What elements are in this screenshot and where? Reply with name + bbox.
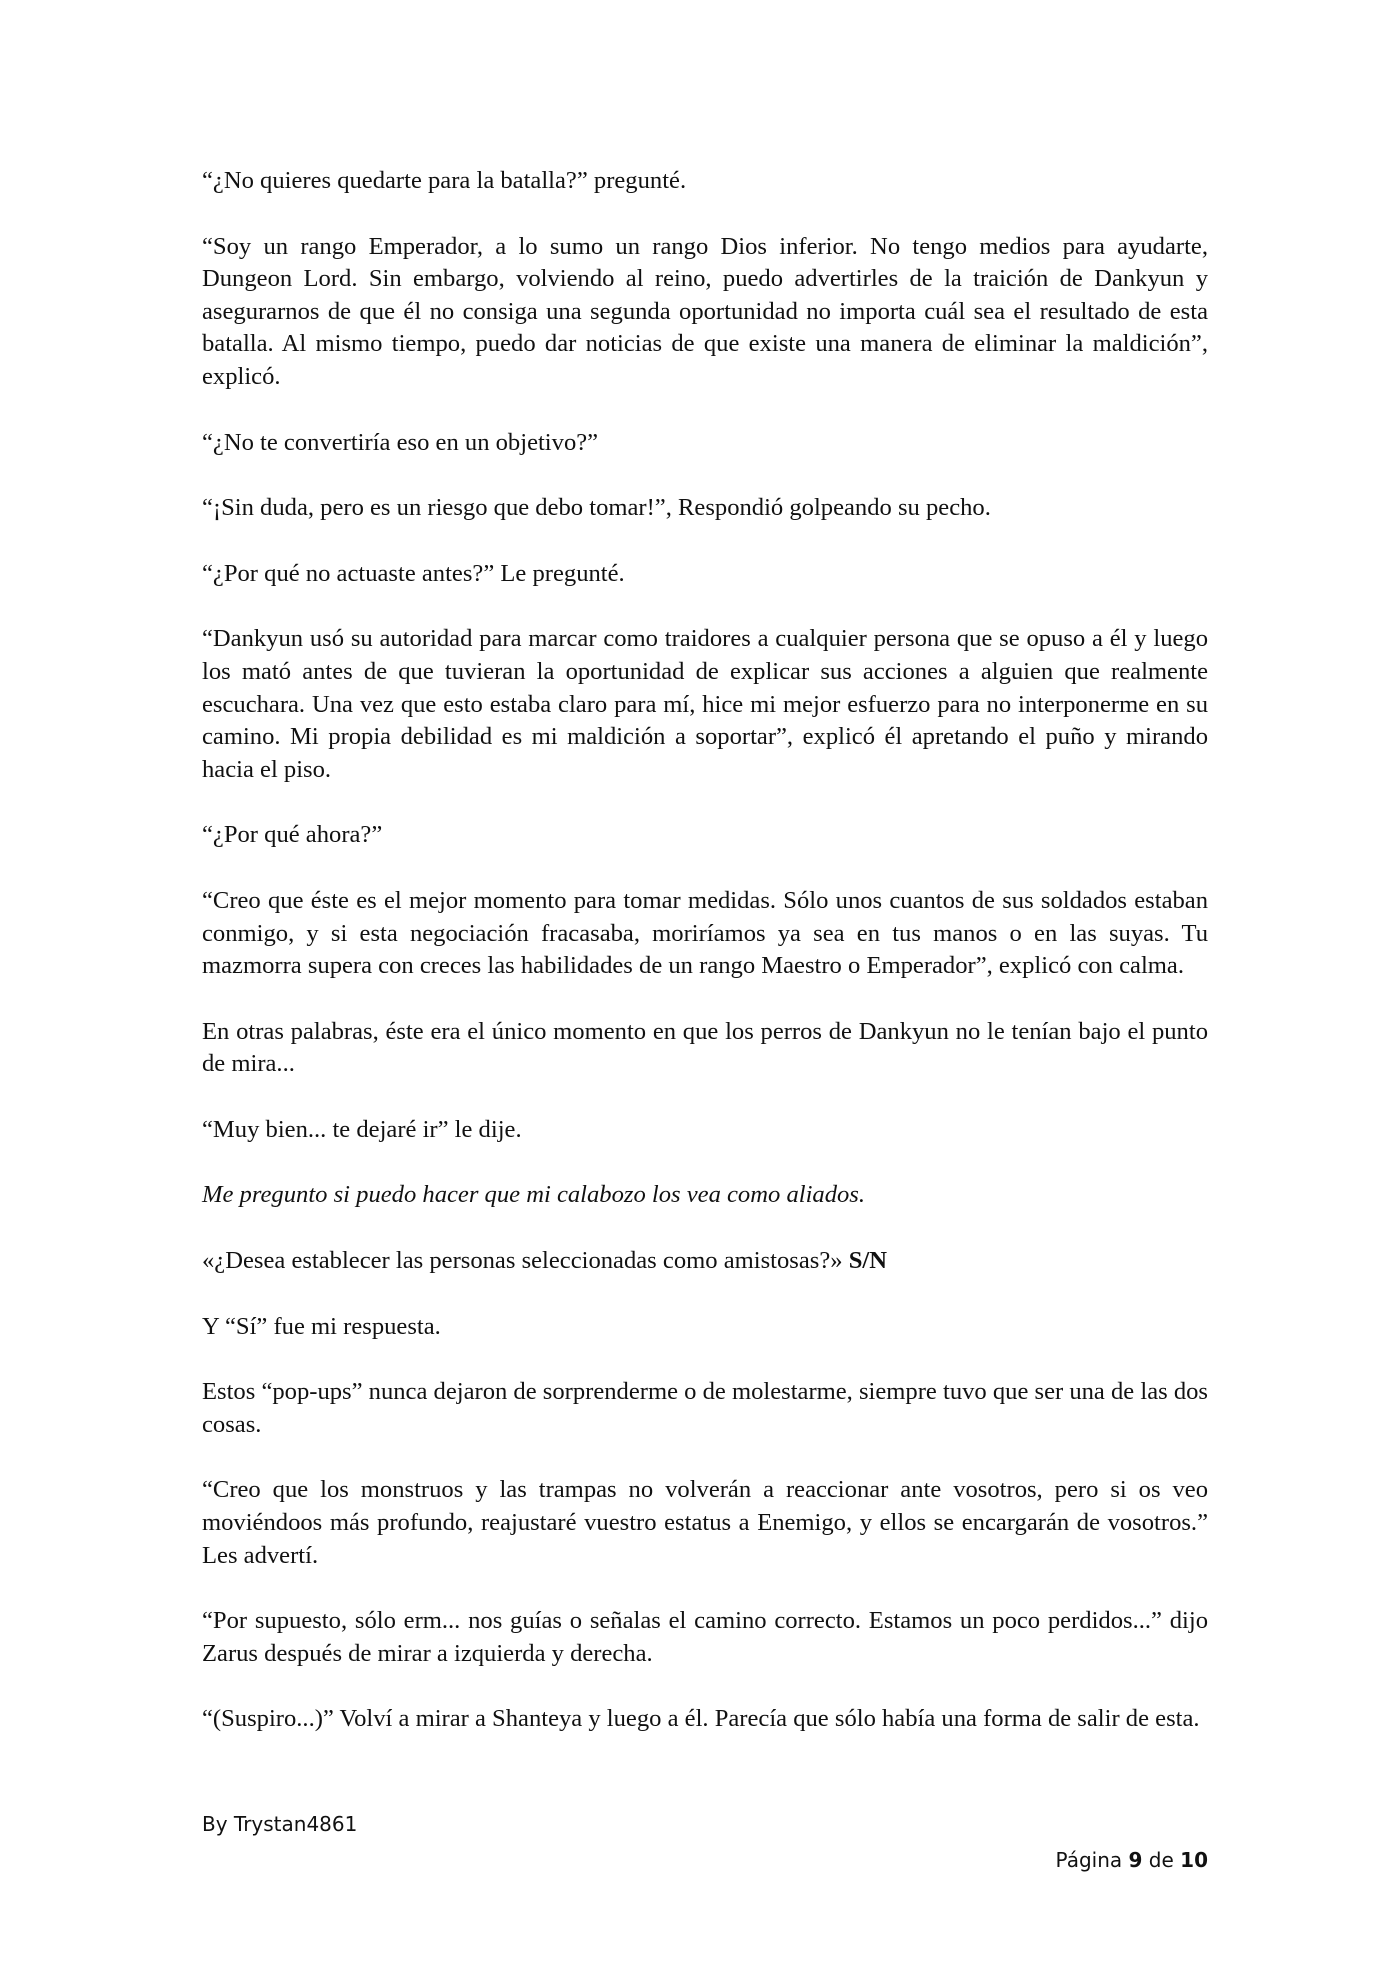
system-prompt-options: S/N (848, 1247, 887, 1275)
paragraph-13: Y “Sí” fue mi respuesta. (202, 1312, 441, 1340)
paragraph-10: “Muy bien... te dejaré ir” le dije. (202, 1115, 522, 1143)
paragraph-4: “¡Sin duda, pero es un riesgo que debo tomar!”, Respondió golpeando su pecho. (202, 494, 991, 522)
page-total: 10 (1180, 1848, 1208, 1872)
paragraph-17: “(Suspiro...)” Volví a mirar a Shanteya y luego a él. Parecía que sólo había una forma de salir de esta. (202, 1705, 1200, 1733)
paragraph-12-system-prompt (202, 1245, 1208, 1278)
paragraph-11-thought: Me pregunto si puedo hacer que mi calabozo los vea como aliados. (202, 1181, 866, 1209)
paragraph-16: “Por supuesto, sólo erm... nos guías o señalas el camino correcto. Estamos un poco perdidos...” dijo Zarus después de mirar a izquierda y derecha. (202, 1607, 1208, 1667)
paragraph-5: “¿Por qué no actuaste antes?” Le pregunté. (202, 559, 625, 587)
page-body (202, 165, 1208, 1769)
page-label: Página (1055, 1848, 1123, 1872)
page-number (1056, 1847, 1208, 1873)
paragraph-1: “¿No quieres quedarte para la batalla?” pregunté. (202, 167, 687, 194)
paragraph-8: “Creo que éste es el mejor momento para tomar medidas. Sólo unos cuantos de sus soldados estaban conmigo, y si esta negociación fracasaba, moriríamos ya sea en tus manos o en las suyas. Tu mazmorra supera con creces las habilidades de un rango Maestro o Emperador”, explicó con calma. (202, 886, 1208, 980)
paragraph-15: “Creo que los monstruos y las trampas no volverán a reaccionar ante vosotros, pero si os veo moviéndoos más profundo, reajustaré vuestro estatus a Enemigo, y ellos se encargarán de vosotros.” Les advertí. (202, 1476, 1208, 1569)
system-prompt-text: «¿Desea establecer las personas seleccionadas como amistosas?» (202, 1247, 843, 1275)
paragraph-14: Estos “pop-ups” nunca dejaron de sorprenderme o de molestarme, siempre tuvo que ser una de las dos cosas. (202, 1378, 1208, 1438)
page-current: 9 (1128, 1848, 1143, 1872)
paragraph-6: “Dankyun usó su autoridad para marcar como traidores a cualquier persona que se opuso a él y luego los mató antes de que tuvieran la oportunidad de explicar sus acciones a alguien que realmente escuchara. Una vez que esto estaba claro para mí, hice mi mejor esfuerzo para no interponerme en su camino. Mi propia debilidad es mi maldición a soportar”, explicó él apretando el puño y mirando hacia el piso. (202, 625, 1208, 783)
paragraph-2: “Soy un rango Emperador, a lo sumo un rango Dios inferior. No tengo medios para ayudarte, Dungeon Lord. Sin embargo, volviendo al reino, puedo advertirles de la traición de Dankyun y asegurarnos de que él no consiga una segunda oportunidad no importa cuál sea el resultado de esta batalla. Al mismo tiempo, puedo dar noticias de que existe una manera de eliminar la maldición”, explicó. (202, 232, 1208, 390)
paragraph-9: En otras palabras, éste era el único momento en que los perros de Dankyun no le tenían bajo el punto de mira... (202, 1017, 1208, 1078)
page-of: de (1148, 1848, 1174, 1872)
paragraph-7: “¿Por qué ahora?” (202, 821, 383, 849)
paragraph-3: “¿No te convertiría eso en un objetivo?” (202, 428, 599, 456)
footer-author: By Trystan4861 (202, 1812, 358, 1836)
